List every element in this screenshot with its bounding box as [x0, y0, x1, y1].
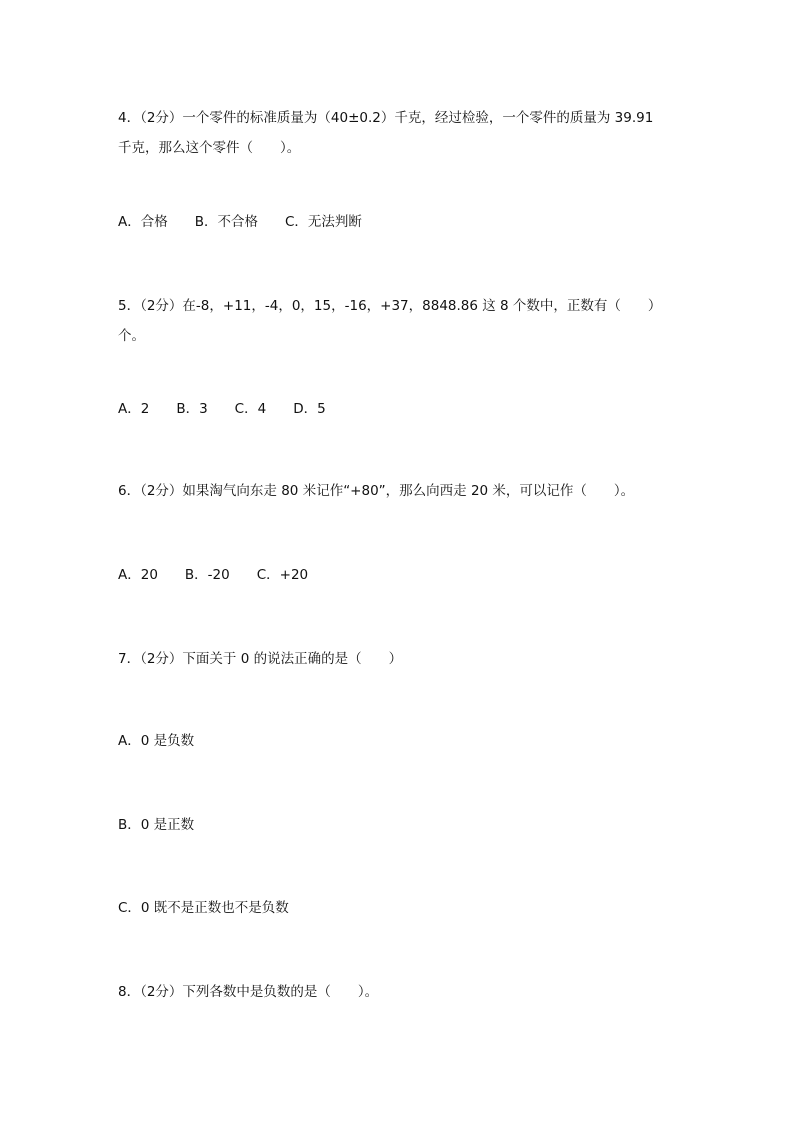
question-4-stem-line-2: 千克，那么这个零件（ ）。	[118, 140, 301, 156]
question-7-stem: 7．（2分）下面关于 0 的说法正确的是（ ）	[118, 651, 403, 667]
question-4-stem-line-1: 4．（2分）一个零件的标准质量为（40±0.2）千克，经过检验，一个零件的质量为 39.91	[118, 110, 654, 126]
question-6-stem: 6．（2分）如果淘气向东走 80 米记作“+80”，那么向西走 20 米，可以记作（ ）。	[118, 483, 635, 499]
question-5-options: A．2 B．3 C．4 D．5	[118, 401, 326, 417]
question-5-stem-line-1: 5．（2分）在-8，+11，-4，0，15，-16，+37，8848.86 这 8 个数中，正数有（ ）	[118, 298, 662, 314]
question-7-option-b: B．0 是正数	[118, 817, 195, 833]
question-4-options: A．合格 B．不合格 C．无法判断	[118, 214, 362, 230]
question-7-option-c: C．0 既不是正数也不是负数	[118, 900, 289, 916]
question-5-stem-line-2: 个。	[118, 328, 145, 344]
question-8-stem: 8．（2分）下列各数中是负数的是（ ）。	[118, 984, 379, 1000]
question-6-options: A．20 B．-20 C．+20	[118, 567, 309, 583]
question-7-option-a: A．0 是负数	[118, 733, 195, 749]
